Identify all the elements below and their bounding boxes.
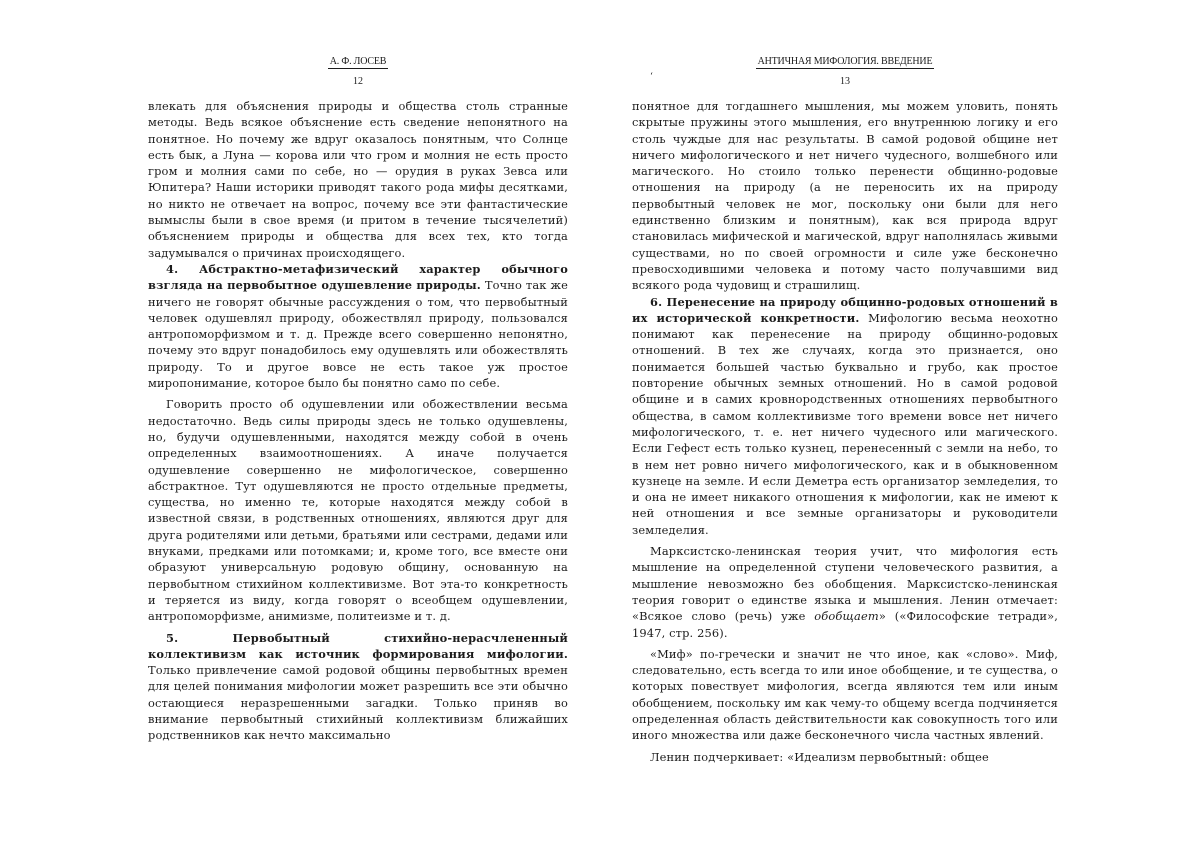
section-heading: 6. Перенесение на природу общинно-родовых отношений в их исторической конкретности. xyxy=(632,294,1058,325)
section-heading: 5. Первобытный стихийно-нерасчлененный коллективизм как источник формирования мифологии. xyxy=(148,630,568,661)
paragraph: 4. Абстрактно-метафизический характер обычного взгляда на первобытное одушевление природы. Точно так же ничего не говорят обычные рассуждения о том, что первобытный человек одушевлял природу, обожествлял природу, пользовался антропоморфизмом и т. д. Прежде всего совершенно непонятно, почему это вдруг понадобилось ему одушевлять или обожествлять природу. То и другое вовсе не есть такое уж простое миропонимание, которое было бы понятно само по себе. xyxy=(148,261,568,391)
paragraph: Говорить просто об одушевлении или обожествлении весьма недостаточно. Ведь силы природы здесь не только одушевлены, но, будучи одушевленными, находятся между собой в очень определенных взаимоотношениях. А иначе получается одушевление совершенно не мифологическое, совершенно абстрактное. Тут одушевляются не просто отдельные предметы, существа, но именно те, которые находятся между собой в известной связи, в родственных отношениях, являются друг для друга родителями или детьми, братьями или сестрами, дедами или внуками, предками или потомками; и, кроме того, все вместе они образуют универсальную родовую общину, основанную на первобытном стихийном коллективизме. Вот эта-то конкретность и теряется из виду, когда говорят о всеобщем одушевлении, антропоморфизме, анимизме, политеизме и т. д. xyxy=(148,397,568,624)
running-head-right: АНТИЧНАЯ МИФОЛОГИЯ. ВВЕДЕНИЕ xyxy=(757,56,933,67)
paragraph: влекать для объяснения природы и общества столь странные методы. Ведь всякое объяснение есть сведение непонятного на понятное. Но почему же вдруг оказалось понятным, что Солнце есть бык, а Луна — корова или что гром и молния не есть просто гром и молния сами по себе, но — орудия в руках Зевса или Юпитера? Наши историки приводят такого рода мифы десятками, но никто не отвечает на вопрос, почему все эти фантастические вымыслы были в свое время (и притом в течение тысячелетий) объяснением природы и общества для всех тех, кто тогда задумывался о причинах происходящего. xyxy=(148,99,568,260)
running-head-left: А. Ф. ЛОСЕВ xyxy=(329,56,387,67)
italic-word: обобщает xyxy=(814,609,879,624)
paragraph: Марксистско-ленинская теория учит, что мифология есть мышление на определенной ступени человеческого развития, а мышление невозможно без обобщения. Марксистско-ленинская теория говорит о единстве языка и мышления. Ленин отмечает: «Всякое слово (речь) уже обобщает» («Философские тетради», 1947, стр. 256). xyxy=(632,544,1058,640)
paragraph: Ленин подчеркивает: «Идеализм первобытный: общее xyxy=(650,749,989,764)
paragraph: 5. Первобытный стихийно-нерасчлененный коллективизм как источник формирования мифологии. Только привлечение самой родовой общины первобытных времен для целей понимания мифологии может разрешить все эти обычно остающиеся неразрешенными загадки. Только приняв во внимание первобытный стихийный коллективизм ближайших родственников как нечто максимально xyxy=(148,630,568,743)
section-heading: 4. Абстрактно-метафизический характер обычного взгляда на первобытное одушевление природы. xyxy=(148,261,568,293)
page-mark: ‘ xyxy=(650,72,653,82)
right-page-body xyxy=(632,98,1058,765)
left-page-body xyxy=(148,98,568,744)
paragraph: 6. Перенесение на природу общинно-родовых отношений в их исторической конкретности. Мифологию весьма неохотно понимают как перенесение на природу общинно-родовых отношений. В тех же случаях, когда это признается, оно понимается большей частью буквально и грубо, как простое повторение обычных земных отношений. Но в самой родовой общине и в самих кровнородственных отношениях первобытного общества, в самом коллективизме того времени вовсе нет ничего мифологического, т. е. нет ничего чудесного или магического. Если Гефест есть только кузнец, перенесенный с земли на небо, то в нем нет ровно ничего мифологического, как и в обыкновенном кузнеце на земле. И если Деметра есть организатор земледелия, то и она не имеет никакого отношения к мифологии, как не имеют к ней отношения и все земные организаторы и руководители земледелия. xyxy=(632,294,1058,537)
page-number-left: 12 xyxy=(353,76,363,87)
page-number-right: 13 xyxy=(840,76,850,87)
paragraph: «Миф» по-гречески и значит не что иное, как «слово». Миф, следовательно, есть всегда то или иное обобщение, и те существа, о которых повествует мифология, всегда являются тем или иным обобщением, поскольку им как чему-то общему всегда подчиняется определенная область действительности как совокупность того или иного множества или даже бесконечного числа частных явлений. xyxy=(632,646,1058,743)
paragraph: понятное для тогдашнего мышления, мы можем уловить, понять скрытые пружины этого мышления, его внутреннюю логику и его столь чуждые для нас результаты. В самой родовой общине нет ничего мифологического и нет ничего чудесного, волшебного или магического. Но стоило только перенести общинно-родовые отношения на природу (а не переносить их на природу первобытный человек не мог, поскольку они были для него единственно близким и понятным), как вся природа вдруг становилась мифической и магической, вдруг наполнялась живыми существами, но по своей огромности и силе уже бесконечно превосходившими человека и потому часто получавшими вид всякого рода чудовищ и страшилищ. xyxy=(632,99,1058,293)
